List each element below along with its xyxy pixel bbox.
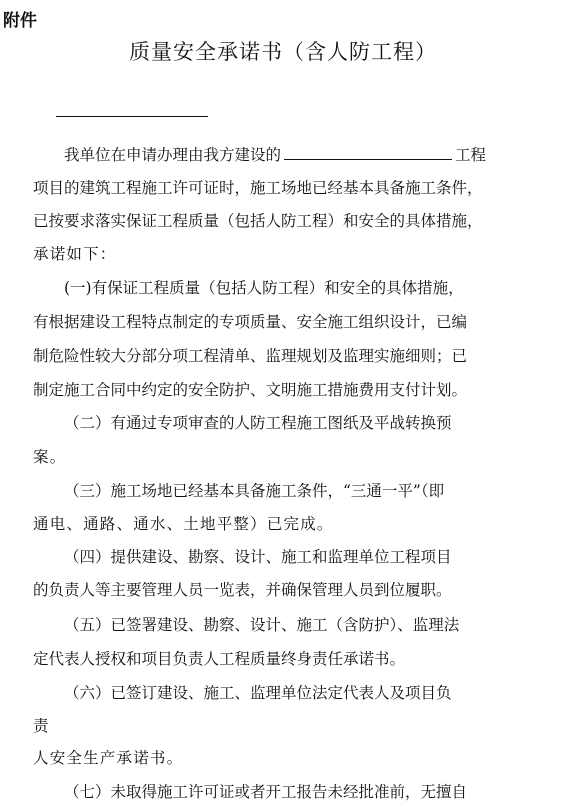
item-3-line-2: 通电、通路、通水、土地平整）已完成。 bbox=[33, 515, 334, 533]
item-1-line-4: 制定施工合同中约定的安全防护、文明施工措施费用支付计划。 bbox=[33, 381, 468, 399]
item-6-line-2: 责 bbox=[33, 717, 49, 735]
intro-line-2: 项目的建筑工程施工许可证时，施工场地已经基本具备施工条件， bbox=[33, 179, 483, 197]
intro-text-after-blank: 工程 bbox=[455, 146, 487, 164]
project-name-blank bbox=[284, 145, 452, 160]
intro-text-before-blank: 我单位在申请办理由我方建设的 bbox=[64, 146, 282, 164]
intro-line-4: 承诺如下： bbox=[33, 245, 117, 263]
item-5-line-1: （五）已签署建设、勘察、设计、施工（含防护）、监理法 bbox=[64, 616, 460, 634]
item-5-line-2: 定代表人授权和项目负责人工程质量终身责任承诺书。 bbox=[33, 650, 406, 668]
item-1-line-3: 制危险性较大分部分项工程清单、监理规划及监理实施细则；已 bbox=[33, 347, 468, 365]
item-6-line-1: （六）已签订建设、施工、监理单位法定代表人及项目负 bbox=[64, 684, 452, 702]
item-4-line-2: 的负责人等主要管理人员一览表，并确保管理人员到位履职。 bbox=[33, 581, 452, 599]
annex-label: 附件 bbox=[3, 11, 37, 31]
item-3-line-1: （三）施工场地已经基本具备施工条件，“三通一平”（即 bbox=[64, 482, 445, 500]
item-1-line-1: (一)有保证工程质量（包括人防工程）和安全的具体措施， bbox=[64, 279, 464, 297]
intro-line-3: 已按要求落实保证工程质量（包括人防工程）和安全的具体措施， bbox=[33, 212, 483, 230]
item-6-line-3: 人安全生产承诺书。 bbox=[33, 749, 184, 767]
top-rule bbox=[56, 116, 208, 117]
document-title: 质量安全承诺书（含人防工程） bbox=[129, 40, 437, 64]
item-1-line-2: 有根据建设工程特点制定的专项质量、安全施工组织设计，已编 bbox=[33, 313, 468, 331]
item-2-line-1: （二）有通过专项审查的人防工程施工图纸及平战转换预 bbox=[64, 414, 452, 432]
item-4-line-1: （四）提供建设、勘察、设计、施工和监理单位工程项目 bbox=[64, 548, 452, 566]
item-2-line-2: 案。 bbox=[33, 448, 67, 466]
intro-line-1 bbox=[64, 145, 526, 165]
item-7-line-1: （七）未取得施工许可证或者开工报告未经批准前，无擅自 bbox=[64, 783, 468, 801]
